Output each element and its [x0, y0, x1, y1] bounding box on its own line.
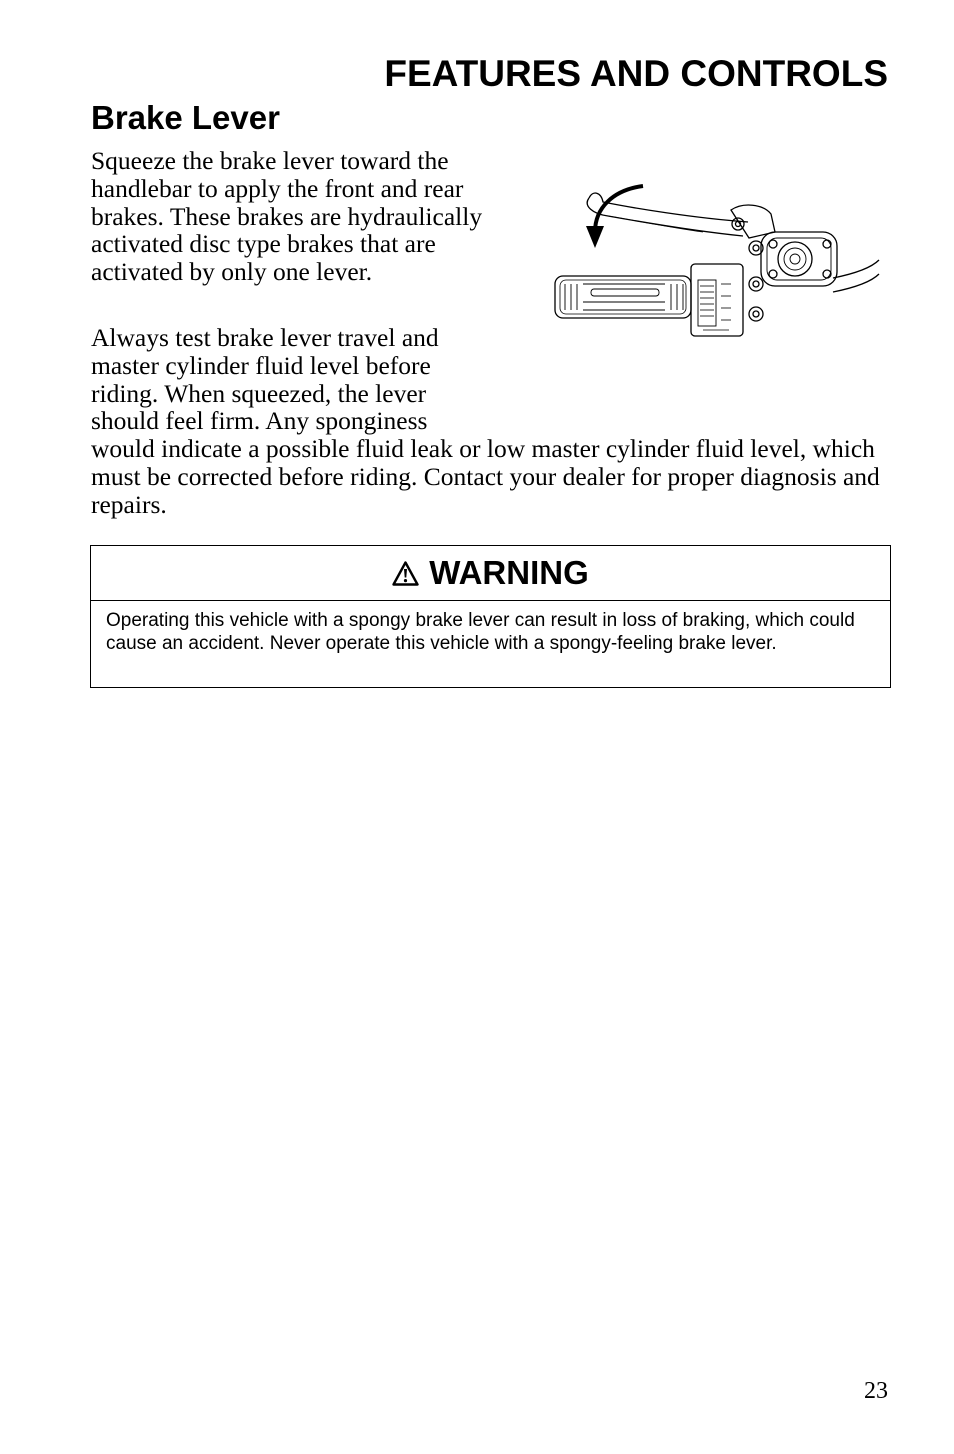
warning-text: Operating this vehicle with a spongy brake lever can result in loss of braking, which could cause an accident. Never operate this vehicle with a spongy-feeling brake lever. [106, 610, 855, 654]
paragraph-test-lever [91, 324, 881, 519]
paragraph-squeeze-lever: Squeeze the brake lever toward the handlebar to apply the front and rear brakes. These brakes are hydraulically activated disc type brakes that are activated by only one lever. [91, 146, 483, 287]
brake-lever-illustration [553, 180, 883, 340]
warning-triangle-icon [392, 561, 419, 586]
subsection-title: Brake Lever [91, 99, 280, 136]
section-title: FEATURES AND CONTROLS [384, 53, 888, 94]
brake-lever-drawing [553, 180, 883, 340]
paragraph-full-part: would indicate a possible fluid leak or low master cylinder fluid level, which must be corrected before riding. Contact your dealer for proper diagnosis and repairs. [91, 434, 880, 519]
warning-title: WARNING [429, 554, 589, 591]
warning-header [91, 546, 890, 601]
paragraph-wrapped-part: Always test brake lever travel and master cylinder fluid level before riding. When squeezed, the lever should feel firm. Any sponginess [91, 323, 439, 436]
page-number: 23 [864, 1378, 888, 1404]
warning-box [90, 545, 891, 688]
